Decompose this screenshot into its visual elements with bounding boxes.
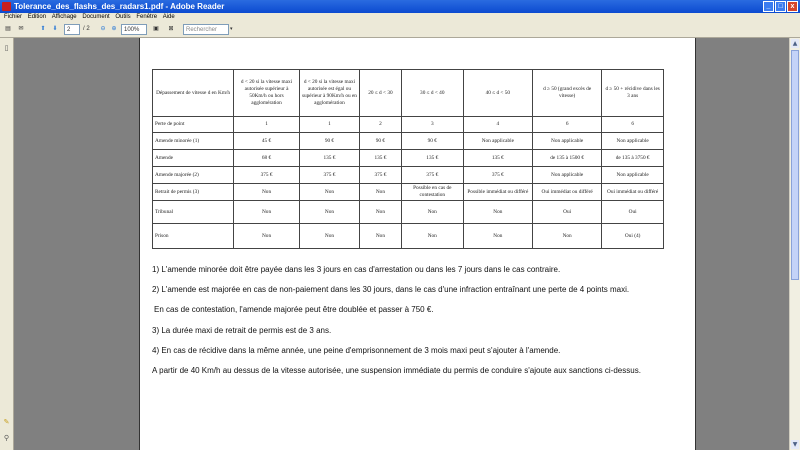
attachments-icon[interactable]: ⚲ <box>3 434 10 442</box>
table-cell: 375 € <box>299 167 359 184</box>
adobe-reader-icon <box>2 2 11 11</box>
table-cell: Non <box>401 201 463 224</box>
table-cell: Oui immédiat ou différé <box>602 184 664 201</box>
table-header: d < 20 si la vitesse maxi autorisée supérieur à 50Km/h ou hors agglomération <box>234 70 300 117</box>
table-row <box>153 167 664 184</box>
table-cell: 1 <box>299 117 359 133</box>
menu-outils[interactable]: Outils <box>115 14 131 20</box>
close-button[interactable]: x <box>787 1 798 12</box>
table-cell: 6 <box>532 117 601 133</box>
table-cell: Non applicable <box>602 133 664 150</box>
next-page-icon[interactable]: ⬇ <box>52 26 58 32</box>
menu-edition[interactable]: Edition <box>27 14 47 20</box>
maximize-button[interactable]: □ <box>775 1 786 12</box>
footnote-2: 2) L'amende est majorée en cas de non-paiement dans les 30 jours, dans le cas d'une infraction entraînant une perte de 4 points maxi. <box>152 285 630 294</box>
table-cell: 135 € <box>359 150 401 167</box>
scroll-up-icon[interactable]: ▲ <box>792 40 798 47</box>
table-row <box>153 201 664 224</box>
table-header: Dépassement de vitesse d en Km/h <box>153 70 234 117</box>
menu-affichage[interactable]: Affichage <box>51 14 77 20</box>
table-cell: Oui <box>602 201 664 224</box>
row-label: Perte de point <box>153 117 234 133</box>
table-cell: 45 € <box>234 133 300 150</box>
zoom-out-icon[interactable]: ⊖ <box>100 26 106 32</box>
row-label: Amende majorée (2) <box>153 167 234 184</box>
table-cell: Non <box>234 201 300 224</box>
table-cell: Non <box>234 184 300 201</box>
table-cell: Possible en cas de contestation <box>401 184 463 201</box>
fit-page-icon[interactable]: ▣ <box>153 26 159 32</box>
table-cell: Oui (4) <box>602 224 664 249</box>
table-cell: 135 € <box>401 150 463 167</box>
zoom-in-icon[interactable]: ⊕ <box>111 26 117 32</box>
footnote-suspension: A partir de 40 Km/h au dessus de la vitesse autorisée, une suspension immédiate du permis de conduire s'ajoute aux sanctions ci-dessus. <box>152 366 641 375</box>
table-cell: Non <box>299 224 359 249</box>
menu-aide[interactable]: Aide <box>162 14 175 20</box>
footnote-4: 4) En cas de récidive dans la même année, une peine d'emprisonnement de 3 mois maxi peut s'ajouter à l'amende. <box>152 346 561 355</box>
table-cell: Non applicable <box>602 167 664 184</box>
email-icon[interactable]: ✉ <box>18 26 24 32</box>
row-label: Retrait de permis (3) <box>153 184 234 201</box>
table-header: d ≥ 50 (grand excès de vitesse) <box>532 70 601 117</box>
previous-page-icon[interactable]: ⬆ <box>40 26 46 32</box>
table-row <box>153 117 664 133</box>
fit-width-icon[interactable]: ⊠ <box>168 26 174 32</box>
table-cell: Non <box>463 224 532 249</box>
row-label: Prison <box>153 224 234 249</box>
table-cell: Possible immédiat ou différé <box>463 184 532 201</box>
table-cell: Non <box>299 184 359 201</box>
vertical-scrollbar[interactable] <box>789 38 800 450</box>
table-cell: Non applicable <box>463 133 532 150</box>
pdf-page <box>139 38 696 450</box>
table-header: 40 ≤ d < 50 <box>463 70 532 117</box>
table-row <box>153 224 664 249</box>
footnote-2-contestation: En cas de contestation, l'amende majorée peut être doublée et passer à 750 €. <box>154 305 434 314</box>
toolbar <box>0 22 800 38</box>
table-header: 30 ≤ d < 40 <box>401 70 463 117</box>
menu-bar <box>0 13 800 22</box>
menu-fenetre[interactable]: Fenêtre <box>136 14 158 20</box>
table-row <box>153 150 664 167</box>
row-label: Tribunal <box>153 201 234 224</box>
page-total-label: / 2 <box>83 26 90 32</box>
table-cell: Non <box>234 224 300 249</box>
row-label: Amende <box>153 150 234 167</box>
search-input[interactable]: Rechercher <box>183 24 229 35</box>
table-cell: Non <box>463 201 532 224</box>
table-cell: 90 € <box>299 133 359 150</box>
row-label: Amende minorée (1) <box>153 133 234 150</box>
table-cell: Non <box>299 201 359 224</box>
table-cell: Non applicable <box>532 133 601 150</box>
table-cell: Non applicable <box>532 167 601 184</box>
table-cell: Non <box>401 224 463 249</box>
print-icon[interactable]: ▤ <box>5 26 11 32</box>
menu-document[interactable]: Document <box>82 14 110 20</box>
table-cell: 375 € <box>463 167 532 184</box>
table-row <box>153 133 664 150</box>
navigation-pane <box>0 38 14 450</box>
table-cell: 6 <box>602 117 664 133</box>
table-cell: 1 <box>234 117 300 133</box>
comments-icon[interactable]: ✎ <box>3 418 10 426</box>
table-cell: Non <box>532 224 601 249</box>
pages-panel-icon[interactable]: ▯ <box>4 44 9 52</box>
search-dropdown-icon[interactable]: ▾ <box>230 26 233 32</box>
table-header: 20 ≤ d < 30 <box>359 70 401 117</box>
table-cell: 375 € <box>401 167 463 184</box>
title-bar <box>0 0 800 13</box>
table-cell: 135 € <box>463 150 532 167</box>
table-cell: 2 <box>359 117 401 133</box>
menu-fichier[interactable]: Fichier <box>4 14 23 20</box>
table-cell: 4 <box>463 117 532 133</box>
table-cell: de 135 à 1500 € <box>532 150 601 167</box>
table-cell: Oui immédiat ou différé <box>532 184 601 201</box>
table-header: d ≥ 50 + récidive dans les 3 ans <box>602 70 664 117</box>
table-cell: 3 <box>401 117 463 133</box>
minimize-button[interactable]: _ <box>763 1 774 12</box>
table-cell: 90 € <box>359 133 401 150</box>
table-cell: 68 € <box>234 150 300 167</box>
page-number-input[interactable]: 2 <box>64 24 80 35</box>
document-area <box>14 38 790 450</box>
table-cell: Oui <box>532 201 601 224</box>
table-cell: Non <box>359 201 401 224</box>
table-cell: 135 € <box>299 150 359 167</box>
zoom-level-select[interactable]: 100% <box>121 24 147 35</box>
table-cell: Non <box>359 184 401 201</box>
table-cell: de 135 à 3750 € <box>602 150 664 167</box>
window-title: Tolerance_des_flashs_des_radars1.pdf - Adobe Reader <box>14 2 225 11</box>
table-cell: Non <box>359 224 401 249</box>
scrollbar-thumb[interactable] <box>791 50 799 280</box>
footnote-3: 3) La durée maxi de retrait de permis est de 3 ans. <box>152 326 332 335</box>
sanctions-table <box>152 69 664 249</box>
table-cell: 375 € <box>234 167 300 184</box>
table-cell: 375 € <box>359 167 401 184</box>
table-row <box>153 184 664 201</box>
table-cell: 90 € <box>401 133 463 150</box>
footnote-1: 1) L'amende minorée doit être payée dans les 3 jours en cas d'arrestation ou dans les 7 jours dans le cas contraire. <box>152 265 561 274</box>
table-header: d < 20 si la vitesse maxi autorisée est égal ou supérieur à 90Km/h ou en agglomération <box>299 70 359 117</box>
scroll-down-icon[interactable]: ▼ <box>792 441 798 448</box>
